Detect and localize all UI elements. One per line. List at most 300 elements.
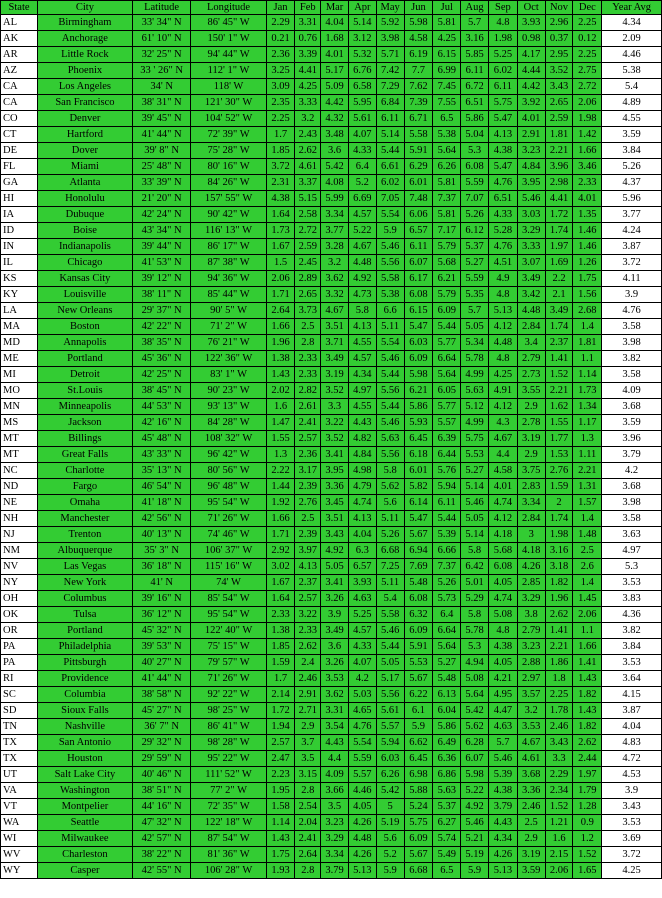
cell-year-avg: 3.9 xyxy=(602,783,662,799)
cell-city: Providence xyxy=(38,671,133,687)
cell-jan: 1.73 xyxy=(266,223,295,239)
cell-feb: 5.15 xyxy=(295,191,321,207)
cell-feb: 2.39 xyxy=(295,527,321,543)
cell-longitude: 84' 26" W xyxy=(191,175,266,191)
cell-sep: 4.8 xyxy=(488,287,517,303)
cell-dec: 1.2 xyxy=(573,831,602,847)
cell-jun: 5.86 xyxy=(404,399,433,415)
cell-nov: 0.37 xyxy=(545,31,573,47)
table-row xyxy=(1,111,662,127)
cell-jan: 1.71 xyxy=(266,527,295,543)
cell-dec: 1.42 xyxy=(573,127,602,143)
cell-state: NH xyxy=(1,511,38,527)
cell-jun: 7.39 xyxy=(404,95,433,111)
cell-dec: 1.43 xyxy=(573,671,602,687)
cell-oct: 3.53 xyxy=(517,719,545,735)
cell-city: Portland xyxy=(38,351,133,367)
cell-nov: 2.21 xyxy=(545,383,573,399)
cell-apr: 4.33 xyxy=(348,639,376,655)
cell-feb: 2.61 xyxy=(295,399,321,415)
cell-aug: 6.42 xyxy=(461,559,489,575)
cell-apr: 4.74 xyxy=(348,495,376,511)
cell-sep: 4.21 xyxy=(488,671,517,687)
table-row xyxy=(1,751,662,767)
cell-state: IN xyxy=(1,239,38,255)
cell-apr: 5.32 xyxy=(348,47,376,63)
cell-jun: 6.08 xyxy=(404,287,433,303)
cell-dec: 1.17 xyxy=(573,415,602,431)
cell-aug: 5.64 xyxy=(461,687,489,703)
cell-aug: 4.99 xyxy=(461,415,489,431)
cell-jun: 6.71 xyxy=(404,111,433,127)
cell-jul: 5.73 xyxy=(433,591,461,607)
cell-state: MI xyxy=(1,367,38,383)
cell-apr: 4.26 xyxy=(348,847,376,863)
cell-mar: 3.45 xyxy=(321,495,349,511)
cell-may: 5.46 xyxy=(376,351,404,367)
cell-aug: 5.12 xyxy=(461,399,489,415)
header-jan: Jan xyxy=(266,1,295,15)
cell-year-avg: 4.09 xyxy=(602,383,662,399)
cell-city: Albuquerque xyxy=(38,543,133,559)
cell-aug: 5.85 xyxy=(461,47,489,63)
cell-year-avg: 4.04 xyxy=(602,719,662,735)
cell-state: MA xyxy=(1,319,38,335)
cell-jan: 1.7 xyxy=(266,671,295,687)
table-row xyxy=(1,415,662,431)
cell-aug: 5.37 xyxy=(461,239,489,255)
cell-oct: 3.36 xyxy=(517,783,545,799)
cell-oct: 3.4 xyxy=(517,335,545,351)
cell-may: 5.8 xyxy=(376,463,404,479)
cell-dec: 1.28 xyxy=(573,799,602,815)
cell-jul: 6.05 xyxy=(433,383,461,399)
cell-dec: 1.65 xyxy=(573,863,602,879)
cell-city: Montpelier xyxy=(38,799,133,815)
cell-jun: 6.11 xyxy=(404,239,433,255)
cell-latitude: 38' 45" N xyxy=(132,383,191,399)
cell-may: 5.6 xyxy=(376,831,404,847)
cell-aug: 5.19 xyxy=(461,847,489,863)
cell-nov: 2.95 xyxy=(545,47,573,63)
cell-apr: 6.76 xyxy=(348,63,376,79)
cell-nov: 1.53 xyxy=(545,447,573,463)
cell-year-avg: 3.84 xyxy=(602,639,662,655)
cell-mar: 4.32 xyxy=(321,111,349,127)
table-row xyxy=(1,623,662,639)
cell-feb: 2.57 xyxy=(295,591,321,607)
header-feb: Feb xyxy=(295,1,321,15)
cell-jul: 6.26 xyxy=(433,159,461,175)
cell-aug: 5.7 xyxy=(461,303,489,319)
cell-dec: 1.26 xyxy=(573,255,602,271)
cell-aug: 5.78 xyxy=(461,351,489,367)
cell-city: Sioux Falls xyxy=(38,703,133,719)
cell-year-avg: 3.98 xyxy=(602,335,662,351)
cell-jul: 7.55 xyxy=(433,95,461,111)
cell-jan: 1.96 xyxy=(266,335,295,351)
cell-jul: 6.4 xyxy=(433,607,461,623)
cell-jul: 6.44 xyxy=(433,447,461,463)
cell-mar: 3.43 xyxy=(321,527,349,543)
cell-longitude: 108' 32" W xyxy=(191,431,266,447)
table-row xyxy=(1,575,662,591)
cell-city: Portland xyxy=(38,623,133,639)
cell-city: Seattle xyxy=(38,815,133,831)
cell-nov: 2.21 xyxy=(545,639,573,655)
cell-mar: 3.49 xyxy=(321,623,349,639)
cell-jul: 5.86 xyxy=(433,719,461,735)
cell-year-avg: 4.15 xyxy=(602,687,662,703)
cell-longitude: 80' 56" W xyxy=(191,463,266,479)
cell-jan: 2.14 xyxy=(266,687,295,703)
table-row xyxy=(1,335,662,351)
cell-oct: 4.67 xyxy=(517,735,545,751)
cell-sep: 6.11 xyxy=(488,79,517,95)
cell-longitude: 95' 54" W xyxy=(191,495,266,511)
cell-latitude: 38' 58" N xyxy=(132,687,191,703)
cell-nov: 1.86 xyxy=(545,655,573,671)
cell-jun: 6.03 xyxy=(404,335,433,351)
cell-jun: 6.22 xyxy=(404,687,433,703)
cell-city: Birmingham xyxy=(38,15,133,31)
cell-may: 5.58 xyxy=(376,607,404,623)
cell-mar: 5.42 xyxy=(321,159,349,175)
cell-nov: 1.52 xyxy=(545,799,573,815)
cell-apr: 5.22 xyxy=(348,223,376,239)
cell-sep: 6.08 xyxy=(488,559,517,575)
cell-feb: 3.5 xyxy=(295,751,321,767)
cell-jun: 5.47 xyxy=(404,319,433,335)
cell-jan: 2.36 xyxy=(266,47,295,63)
cell-sep: 4.38 xyxy=(488,783,517,799)
cell-oct: 3.55 xyxy=(517,383,545,399)
table-row xyxy=(1,815,662,831)
cell-state: OH xyxy=(1,591,38,607)
cell-aug: 5.3 xyxy=(461,639,489,655)
cell-latitude: 21' 20" N xyxy=(132,191,191,207)
cell-mar: 3.36 xyxy=(321,479,349,495)
cell-dec: 4.01 xyxy=(573,191,602,207)
cell-latitude: 33' 34" N xyxy=(132,15,191,31)
cell-feb: 2.62 xyxy=(295,143,321,159)
cell-jul: 5.76 xyxy=(433,463,461,479)
cell-aug: 6.28 xyxy=(461,735,489,751)
cell-jun: 5.48 xyxy=(404,575,433,591)
cell-may: 5.4 xyxy=(376,591,404,607)
cell-dec: 2.33 xyxy=(573,175,602,191)
cell-jan: 3.09 xyxy=(266,79,295,95)
cell-oct: 3.19 xyxy=(517,431,545,447)
table-row xyxy=(1,847,662,863)
cell-year-avg: 3.79 xyxy=(602,447,662,463)
cell-mar: 3.22 xyxy=(321,415,349,431)
cell-nov: 2.15 xyxy=(545,847,573,863)
cell-apr: 5.13 xyxy=(348,863,376,879)
cell-jan: 1.85 xyxy=(266,143,295,159)
cell-apr: 4.65 xyxy=(348,703,376,719)
cell-feb: 2.82 xyxy=(295,383,321,399)
cell-year-avg: 4.76 xyxy=(602,303,662,319)
cell-mar: 4.92 xyxy=(321,543,349,559)
table-row xyxy=(1,863,662,879)
cell-apr: 5.25 xyxy=(348,607,376,623)
cell-sep: 5.13 xyxy=(488,303,517,319)
cell-feb: 3.97 xyxy=(295,543,321,559)
cell-apr: 5.57 xyxy=(348,767,376,783)
table-row xyxy=(1,671,662,687)
cell-year-avg: 3.9 xyxy=(602,287,662,303)
cell-sep: 4.95 xyxy=(488,687,517,703)
cell-latitude: 40' 46" N xyxy=(132,767,191,783)
cell-aug: 6.11 xyxy=(461,63,489,79)
cell-sep: 4.63 xyxy=(488,719,517,735)
cell-sep: 5.47 xyxy=(488,111,517,127)
cell-oct: 0.98 xyxy=(517,31,545,47)
cell-jun: 6.45 xyxy=(404,751,433,767)
cell-city: Tulsa xyxy=(38,607,133,623)
cell-state: NM xyxy=(1,543,38,559)
cell-latitude: 39' 45" N xyxy=(132,111,191,127)
cell-dec: 1.31 xyxy=(573,479,602,495)
cell-apr: 4.79 xyxy=(348,479,376,495)
cell-jun: 5.88 xyxy=(404,783,433,799)
cell-oct: 3.8 xyxy=(517,607,545,623)
cell-sep: 4.25 xyxy=(488,367,517,383)
cell-nov: 2.21 xyxy=(545,143,573,159)
cell-apr: 4.48 xyxy=(348,255,376,271)
cell-apr: 4.07 xyxy=(348,655,376,671)
cell-mar: 4.08 xyxy=(321,175,349,191)
cell-may: 5.56 xyxy=(376,383,404,399)
cell-jan: 1.92 xyxy=(266,495,295,511)
cell-oct: 3.23 xyxy=(517,143,545,159)
cell-feb: 2.76 xyxy=(295,495,321,511)
cell-aug: 4.94 xyxy=(461,655,489,671)
cell-city: Pittsburgh xyxy=(38,655,133,671)
cell-nov: 2.2 xyxy=(545,271,573,287)
cell-jun: 6.29 xyxy=(404,159,433,175)
cell-dec: 1.14 xyxy=(573,367,602,383)
cell-feb: 2.8 xyxy=(295,783,321,799)
cell-dec: 0.9 xyxy=(573,815,602,831)
cell-sep: 4.76 xyxy=(488,175,517,191)
cell-city: Chicago xyxy=(38,255,133,271)
cell-jan: 1.75 xyxy=(266,847,295,863)
cell-city: Columbus xyxy=(38,591,133,607)
table-row xyxy=(1,543,662,559)
cell-dec: 1.82 xyxy=(573,687,602,703)
cell-city: Casper xyxy=(38,863,133,879)
cell-jan: 1.64 xyxy=(266,207,295,223)
cell-dec: 2.72 xyxy=(573,79,602,95)
cell-aug: 3.16 xyxy=(461,31,489,47)
cell-feb: 2.57 xyxy=(295,431,321,447)
cell-mar: 3.26 xyxy=(321,655,349,671)
cell-feb: 3.33 xyxy=(295,95,321,111)
cell-dec: 1.52 xyxy=(573,847,602,863)
cell-feb: 3.73 xyxy=(295,303,321,319)
cell-state: TX xyxy=(1,735,38,751)
cell-jan: 1.5 xyxy=(266,255,295,271)
cell-longitude: 112' 1" W xyxy=(191,63,266,79)
cell-sep: 4.4 xyxy=(488,447,517,463)
cell-oct: 3.92 xyxy=(517,95,545,111)
cell-feb: 0.76 xyxy=(295,31,321,47)
cell-oct: 3.59 xyxy=(517,863,545,879)
cell-jun: 6.09 xyxy=(404,351,433,367)
cell-feb: 2.33 xyxy=(295,623,321,639)
cell-mar: 3.95 xyxy=(321,463,349,479)
cell-jan: 2.92 xyxy=(266,543,295,559)
cell-aug: 6.08 xyxy=(461,159,489,175)
cell-sep: 5.7 xyxy=(488,735,517,751)
cell-may: 5.56 xyxy=(376,687,404,703)
cell-year-avg: 4.37 xyxy=(602,175,662,191)
cell-dec: 1.66 xyxy=(573,639,602,655)
cell-year-avg: 3.59 xyxy=(602,127,662,143)
cell-apr: 4.98 xyxy=(348,463,376,479)
cell-feb: 2.33 xyxy=(295,351,321,367)
cell-oct: 2.84 xyxy=(517,511,545,527)
cell-dec: 2.25 xyxy=(573,15,602,31)
cell-state: NE xyxy=(1,495,38,511)
cell-apr: 4.73 xyxy=(348,287,376,303)
cell-longitude: 150' 1" W xyxy=(191,31,266,47)
cell-jan: 0.21 xyxy=(266,31,295,47)
cell-jun: 6.57 xyxy=(404,223,433,239)
cell-may: 5.17 xyxy=(376,671,404,687)
cell-jan: 3.02 xyxy=(266,559,295,575)
cell-jul: 5.37 xyxy=(433,799,461,815)
cell-nov: 1.41 xyxy=(545,623,573,639)
cell-nov: 1.81 xyxy=(545,127,573,143)
cell-state: AR xyxy=(1,47,38,63)
header-longitude: Longitude xyxy=(191,1,266,15)
cell-state: OR xyxy=(1,623,38,639)
cell-latitude: 36' 18" N xyxy=(132,559,191,575)
cell-city: Indianapolis xyxy=(38,239,133,255)
cell-aug: 7.07 xyxy=(461,191,489,207)
cell-sep: 4.8 xyxy=(488,351,517,367)
cell-oct: 4.61 xyxy=(517,751,545,767)
cell-jul: 7.37 xyxy=(433,559,461,575)
cell-may: 7.29 xyxy=(376,79,404,95)
cell-jan: 3.72 xyxy=(266,159,295,175)
table-row xyxy=(1,319,662,335)
cell-feb: 2.59 xyxy=(295,239,321,255)
cell-feb: 2.65 xyxy=(295,287,321,303)
cell-feb: 2.62 xyxy=(295,639,321,655)
cell-may: 5.56 xyxy=(376,255,404,271)
table-row xyxy=(1,127,662,143)
cell-jan: 1.7 xyxy=(266,127,295,143)
cell-year-avg: 5.3 xyxy=(602,559,662,575)
cell-longitude: 122' 40" W xyxy=(191,623,266,639)
cell-city: Omaha xyxy=(38,495,133,511)
cell-feb: 2.8 xyxy=(295,863,321,879)
cell-jul: 5.48 xyxy=(433,671,461,687)
cell-aug: 6.07 xyxy=(461,751,489,767)
cell-may: 3.98 xyxy=(376,31,404,47)
cell-year-avg: 3.58 xyxy=(602,367,662,383)
cell-jan: 1.47 xyxy=(266,415,295,431)
cell-mar: 4.42 xyxy=(321,95,349,111)
cell-jun: 6.19 xyxy=(404,47,433,63)
cell-oct: 3.33 xyxy=(517,239,545,255)
cell-may: 5.92 xyxy=(376,15,404,31)
cell-apr: 4.63 xyxy=(348,591,376,607)
cell-jul: 5.74 xyxy=(433,831,461,847)
cell-mar: 3.52 xyxy=(321,431,349,447)
cell-state: TX xyxy=(1,751,38,767)
cell-nov: 2 xyxy=(545,495,573,511)
cell-apr: 3.12 xyxy=(348,31,376,47)
cell-longitude: 93' 13" W xyxy=(191,399,266,415)
cell-state: NY xyxy=(1,575,38,591)
cell-state: AK xyxy=(1,31,38,47)
cell-state: TN xyxy=(1,719,38,735)
cell-mar: 3.34 xyxy=(321,847,349,863)
cell-apr: 6.69 xyxy=(348,191,376,207)
cell-jan: 2.31 xyxy=(266,175,295,191)
cell-apr: 4.97 xyxy=(348,383,376,399)
cell-jun: 5.75 xyxy=(404,815,433,831)
cell-jul: 7.45 xyxy=(433,79,461,95)
cell-dec: 1.98 xyxy=(573,111,602,127)
cell-year-avg: 4.89 xyxy=(602,95,662,111)
cell-nov: 1.96 xyxy=(545,591,573,607)
cell-may: 5.2 xyxy=(376,847,404,863)
cell-dec: 2.68 xyxy=(573,303,602,319)
cell-sep: 5.28 xyxy=(488,223,517,239)
cell-aug: 5.14 xyxy=(461,479,489,495)
cell-latitude: 38' 31" N xyxy=(132,95,191,111)
cell-aug: 5.86 xyxy=(461,111,489,127)
cell-jan: 2.06 xyxy=(266,271,295,287)
cell-may: 6.02 xyxy=(376,175,404,191)
cell-latitude: 40' 13" N xyxy=(132,527,191,543)
cell-state: NC xyxy=(1,463,38,479)
cell-city: Columbia xyxy=(38,687,133,703)
cell-jan: 4.38 xyxy=(266,191,295,207)
cell-jul: 6.21 xyxy=(433,271,461,287)
cell-feb: 2.8 xyxy=(295,335,321,351)
cell-oct: 4.48 xyxy=(517,303,545,319)
cell-sep: 4.05 xyxy=(488,575,517,591)
cell-latitude: 38' 22" N xyxy=(132,847,191,863)
cell-longitude: 72' 35" W xyxy=(191,799,266,815)
cell-may: 5.38 xyxy=(376,287,404,303)
table-row xyxy=(1,271,662,287)
cell-jul: 5.81 xyxy=(433,175,461,191)
cell-city: Nashville xyxy=(38,719,133,735)
cell-nov: 1.41 xyxy=(545,351,573,367)
cell-year-avg: 3.58 xyxy=(602,511,662,527)
header-nov: Nov xyxy=(545,1,573,15)
cell-feb: 2.72 xyxy=(295,223,321,239)
cell-may: 5.44 xyxy=(376,143,404,159)
cell-sep: 4.48 xyxy=(488,335,517,351)
cell-city: Louisville xyxy=(38,287,133,303)
cell-may: 5.9 xyxy=(376,223,404,239)
cell-apr: 4.57 xyxy=(348,623,376,639)
cell-dec: 1.46 xyxy=(573,223,602,239)
cell-jan: 1.38 xyxy=(266,351,295,367)
cell-jan: 1.94 xyxy=(266,719,295,735)
cell-year-avg: 3.72 xyxy=(602,255,662,271)
cell-jun: 5.67 xyxy=(404,671,433,687)
